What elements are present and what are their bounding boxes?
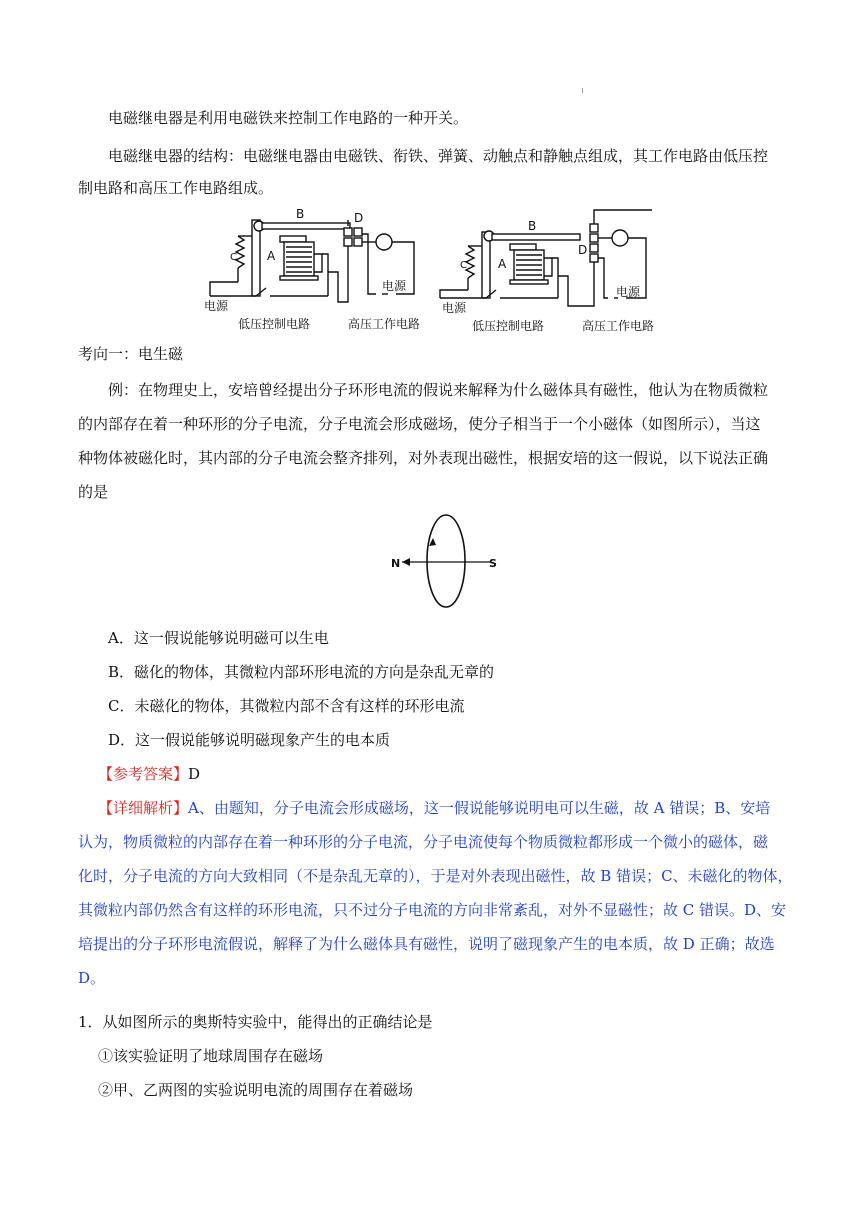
- relay-left-label-b: B: [296, 207, 305, 221]
- example-line-2: 的内部存在着一种环形的分子电流，分子电流会形成磁场，使分子相当于一个小磁体（如图所示），当这: [78, 415, 761, 433]
- question-1-stem: 1．从如图所示的奥斯特实验中，能得出的正确结论是: [78, 1013, 433, 1031]
- answer-value: D: [188, 765, 201, 783]
- relay-left-label-c: C: [230, 252, 237, 263]
- relay-left-label-d: D: [354, 211, 364, 225]
- question-1-item-2: ②甲、乙两图的实验说明电流的周围存在着磁场: [98, 1081, 414, 1099]
- relay-left-control-caption: 低压控制电路: [238, 317, 311, 331]
- option-c: C．未磁化的物体，其微粒内部不含有这样的环形电流: [108, 697, 465, 715]
- loop-label-n: N: [391, 557, 401, 570]
- option-b: B．磁化的物体，其微粒内部环形电流的方向是杂乱无章的: [108, 663, 495, 681]
- explanation-label: 【详细解析】: [98, 799, 189, 817]
- answer-line: [98, 764, 200, 784]
- relay-left-power-work: 电源: [382, 279, 407, 293]
- intro-paragraph-1: 电磁继电器是利用电磁铁来控制工作电路的一种开关。: [108, 109, 469, 127]
- relay-right-power-work: 电源: [616, 285, 641, 299]
- answer-label: 【参考答案】: [98, 765, 189, 783]
- relay-left-power-control: 电源: [204, 299, 229, 313]
- relay-diagram: [200, 206, 660, 334]
- explanation-line-4: 其微粒内部仍然含有这样的环形电流，只不过分子电流的方向非常紊乱，对外不显磁性；故 C 错误。D、安: [78, 901, 787, 919]
- explanation-line-6: D。: [78, 969, 106, 987]
- relay-right-label-d: D: [578, 243, 588, 257]
- question-1-item-1: ①该实验证明了地球周围存在磁场: [98, 1047, 324, 1065]
- relay-left-label-a: A: [267, 249, 276, 263]
- example-line-4: 的是: [78, 483, 109, 501]
- page-corner-mark: [582, 88, 583, 93]
- relay-right-label-b: B: [528, 219, 537, 233]
- example-line-1: 例：在物理史上，安培曾经提出分子环形电流的假说来解释为什么磁体具有磁性，他认为在物质微粒: [108, 381, 769, 399]
- intro-paragraph-2-line-2: 制电路和高压工作电路组成。: [78, 179, 274, 197]
- relay-right-label-c: C: [460, 260, 467, 271]
- option-a: A．这一假说能够说明磁可以生电: [108, 629, 329, 647]
- explanation-line-1: 【详细解析】A、由题知，分子电流会形成磁场，这一假说能够说明电可以生磁，故 A 错误；B、安培: [98, 799, 771, 817]
- section-heading: 考向一：电生磁: [78, 345, 184, 363]
- relay-left-work-caption: 高压工作电路: [348, 317, 421, 331]
- option-d: D．这一假说能够说明磁现象产生的电本质: [108, 731, 391, 749]
- loop-label-s: S: [489, 557, 497, 570]
- explanation-line-3: 化时，分子电流的方向大致相同（不是杂乱无章的），于是对外表现出磁性，故 B 错误；C、未磁化的物体，: [78, 867, 793, 885]
- intro-paragraph-2-line-1: 电磁继电器的结构：电磁继电器由电磁铁、衔铁、弹簧、动触点和静触点组成，其工作电路由低压控: [108, 147, 769, 165]
- relay-right-work-caption: 高压工作电路: [582, 319, 655, 333]
- example-line-3: 种物体被磁化时，其内部的分子电流会整齐排列，对外表现出磁性，根据安培的这一假说，以下说法正确: [78, 449, 769, 467]
- relay-right-label-a: A: [498, 257, 507, 271]
- relay-right-control-caption: 低压控制电路: [472, 319, 545, 333]
- explanation-line-2: 认为，物质微粒的内部存在着一种环形的分子电流，分子电流使每个物质微粒都形成一个微小的磁体，磁: [78, 833, 769, 851]
- explanation-line-5: 培提出的分子环形电流假说，解释了为什么磁体具有磁性，说明了磁现象产生的电本质，故 D 正确；故选: [78, 935, 775, 953]
- molecular-current-loop-diagram: [388, 512, 504, 612]
- relay-right-power-control: 电源: [442, 301, 467, 315]
